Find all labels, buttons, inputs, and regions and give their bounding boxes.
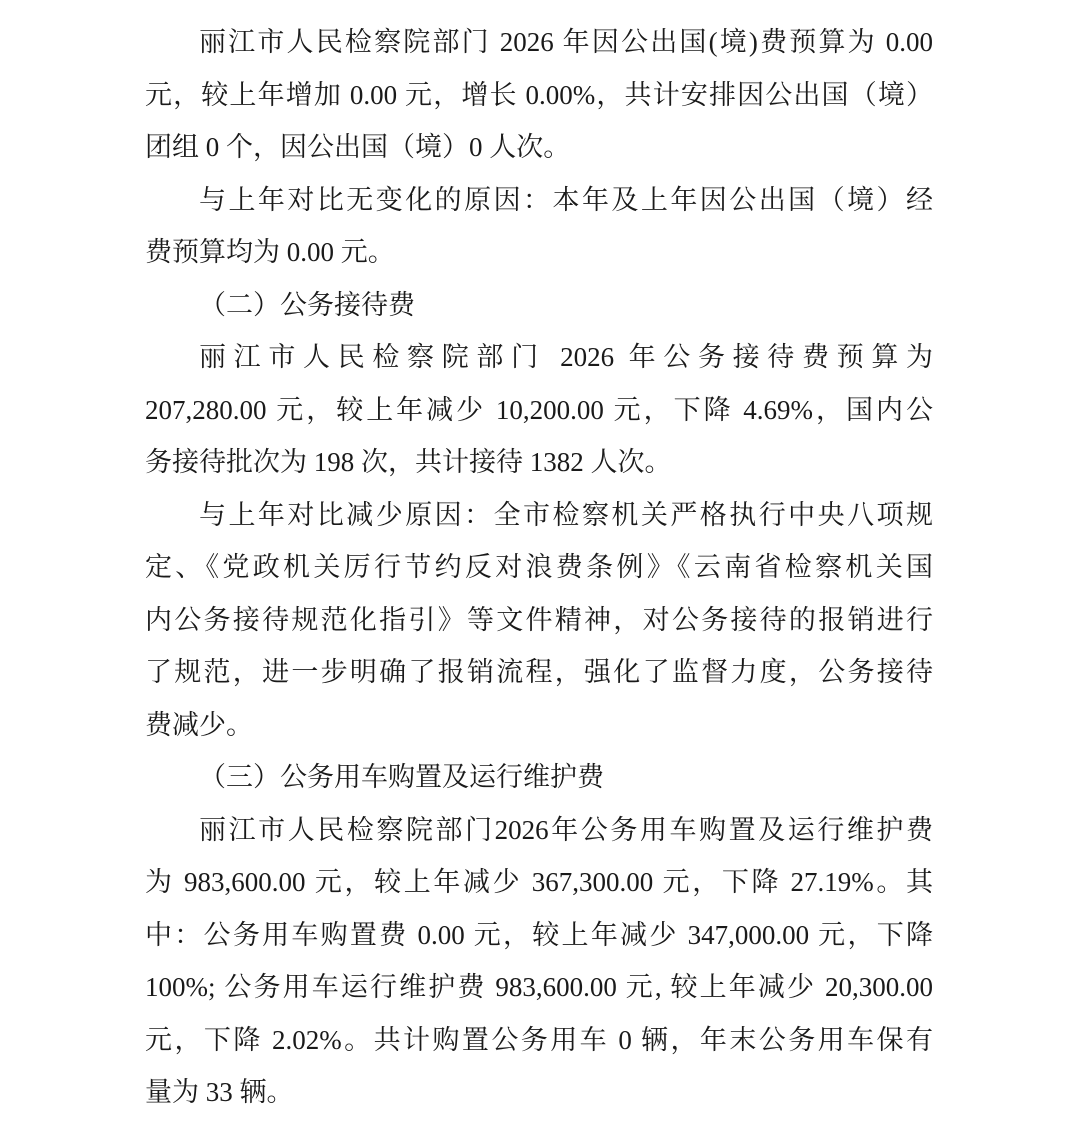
- text-line: 丽江市人民检察院部门 2026 年公务接待费预算为: [199, 342, 933, 372]
- text-line: 丽江市人民检察院部门 2026 年因公出国(境)费预算为 0.00: [199, 27, 933, 57]
- text-line: 元，下降 2.02%。共计购置公务用车 0 辆，年末公务用车保有: [145, 1024, 933, 1055]
- paragraph: [145, 174, 933, 279]
- text-line: （三）公务用车购置及运行维护费: [199, 762, 604, 792]
- paragraph: [145, 331, 933, 489]
- section-heading: [145, 751, 933, 804]
- document-body: [145, 16, 933, 1119]
- text-line: 务接待批次为 198 次，共计接待 1382 人次。: [145, 447, 672, 477]
- text-line: 了规范，进一步明确了报销流程，强化了监督力度，公务接待: [145, 657, 933, 687]
- text-line: 元，较上年增加 0.00 元，增长 0.00%，共计安排因公出国（境）: [145, 79, 933, 110]
- text-line: 与上年对比减少原因：全市检察机关严格执行中央八项规: [199, 499, 933, 530]
- text-line: 100%; 公务用车运行维护费 983,600.00 元, 较上年减少 20,300.00: [145, 972, 933, 1002]
- text-line: 内公务接待规范化指引》等文件精神，对公务接待的报销进行: [145, 604, 933, 635]
- text-line: 丽江市人民检察院部门2026年公务用车购置及运行维护费: [199, 814, 933, 845]
- text-line: 为 983,600.00 元，较上年减少 367,300.00 元，下降 27.19%。其: [145, 867, 933, 897]
- paragraph: [145, 804, 933, 1119]
- text-line: 定、《党政机关厉行节约反对浪费条例》《云南省检察机关国: [145, 552, 933, 582]
- section-heading: [145, 279, 933, 332]
- text-line: 207,280.00 元，较上年减少 10,200.00 元，下降 4.69%，国内公: [145, 394, 933, 425]
- text-line: （二）公务接待费: [199, 289, 415, 320]
- text-line: 团组 0 个，因公出国（境）0 人次。: [145, 132, 571, 162]
- text-line: 量为 33 辆。: [145, 1077, 294, 1107]
- paragraph: [145, 489, 933, 752]
- text-line: 与上年对比无变化的原因：本年及上年因公出国（境）经: [199, 184, 933, 215]
- paragraph: [145, 16, 933, 174]
- text-line: 中：公务用车购置费 0.00 元，较上年减少 347,000.00 元，下降: [145, 919, 933, 950]
- text-line: 费减少。: [145, 709, 253, 740]
- text-line: 费预算均为 0.00 元。: [145, 237, 395, 267]
